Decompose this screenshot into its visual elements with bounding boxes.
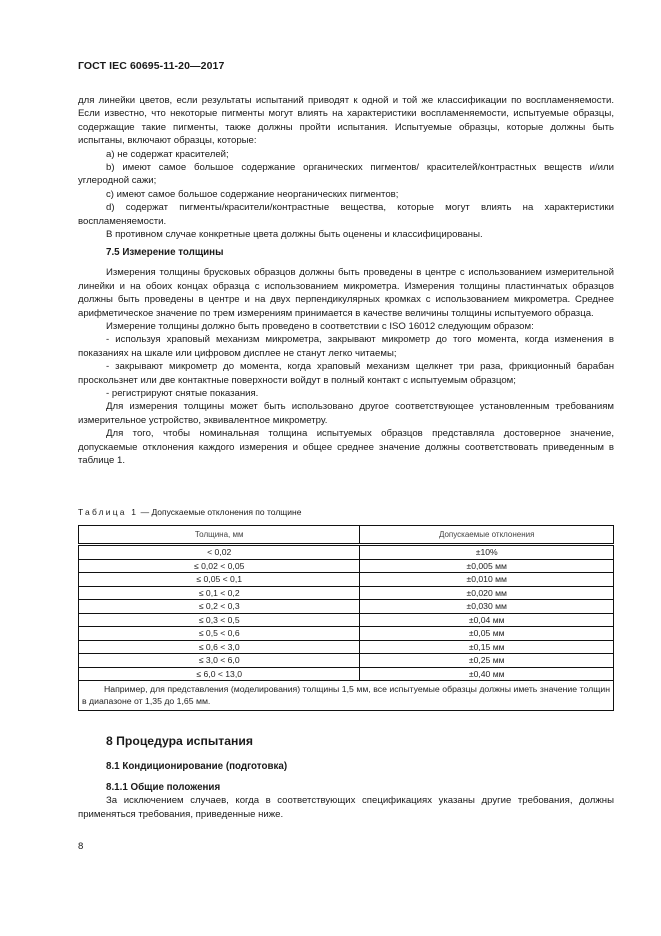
thickness-cell: ≤ 0,6 < 3,0 (79, 640, 360, 654)
tolerance-cell: ±0,005 мм (360, 559, 614, 573)
list-item-a: а) не содержат красителей; (106, 148, 229, 160)
tolerance-cell: ±0,05 мм (360, 627, 614, 641)
section-heading-8-1: 8.1 Кондиционирование (подготовка) (106, 761, 288, 773)
table-row (79, 600, 614, 614)
table-caption (78, 507, 301, 517)
table-row (79, 545, 614, 560)
paragraph: Для того, чтобы номинальная толщина испытуемых образцов представляла достоверное значение, допускаемые отклонения каждого измерения и общее среднее значение должны соответствовать приведенным в таблице 1. (78, 428, 614, 467)
tolerance-cell: ±0,40 мм (360, 667, 614, 681)
tolerance-cell: ±0,04 мм (360, 613, 614, 627)
table-note-row (79, 681, 614, 711)
thickness-cell: ≤ 0,5 < 0,6 (79, 627, 360, 641)
document-header-title: ГОСТ IEC 60695-11-20—2017 (78, 60, 225, 72)
tolerance-cell: ±0,010 мм (360, 573, 614, 587)
thickness-cell: ≤ 0,2 < 0,3 (79, 600, 360, 614)
table-row (79, 559, 614, 573)
section-7-5 (78, 246, 614, 468)
list-item-b: b) имеют самое большое содержание органических пигментов/ красителей/контрастных веществ и/или углеродной сажи; (78, 162, 614, 187)
section-heading-7-5: 7.5 Измерение толщины (106, 247, 224, 258)
paragraph: Измерение толщины должно быть проведено в соответствии с ISO 16012 следующим образом: (106, 321, 534, 333)
table-row (79, 627, 614, 641)
page-number: 8 (78, 841, 84, 852)
thickness-cell: ≤ 6,0 < 13,0 (79, 667, 360, 681)
column-header-thickness: Толщина, мм (79, 526, 360, 545)
intro-paragraph: для линейки цветов, если результаты испытаний приводят к одной и той же классификации по воспламеняемости. Если известно, что некоторые пигменты могут влиять на характеристики воспламеняемости, испытуемые образцы, содержащие такие пигменты, также должны пройти испытания. Испытуемые образцы, которые должны быть испытаны, включают образцы, которые: (78, 95, 614, 147)
table-row (79, 573, 614, 587)
paragraph: За исключением случаев, когда в соответствующих спецификациях указаны другие требования, должны применяться требования, приведенные ниже. (78, 795, 614, 820)
section-heading-8: 8 Процедура испытания (106, 734, 253, 748)
bullet-item: - используя храповый механизм микрометра, закрывают микрометр до того момента, когда изменения в показаниях на шкале или цифровом дисплее не станут легко читаемы; (78, 334, 614, 359)
column-header-tolerance: Допускаемые отклонения (360, 526, 614, 545)
list-item-c: с) имеют самое большое содержание неорганических пигментов; (106, 188, 399, 200)
intro-block (78, 94, 614, 241)
thickness-cell: ≤ 3,0 < 6,0 (79, 654, 360, 668)
section-8 (78, 735, 614, 821)
table-note (79, 681, 614, 711)
paragraph: Измерения толщины брусковых образцов должны быть проведены в центре с использованием измерительной линейки и на обоих концах образца с использованием микрометра. Измерения толщины пластинчатых образцов должны быть проведены в центре и на двух перпендикулярных кромках с использованием микрометра. Среднее арифметическое значение по трем измерениям принимается в качестве величины толщины испытуемого образца. (78, 267, 614, 319)
thickness-cell: ≤ 0,05 < 0,1 (79, 573, 360, 587)
thickness-cell: < 0,02 (79, 545, 360, 560)
thickness-cell: ≤ 0,3 < 0,5 (79, 613, 360, 627)
thickness-cell: ≤ 0,02 < 0,05 (79, 559, 360, 573)
table-row (79, 586, 614, 600)
table-header-row (79, 526, 614, 545)
bullet-item: - закрывают микрометр до момента, когда храповый механизм щелкнет три раза, фрикционный барабан проскользнет или две контактные поверхности войдут в полный контакт с испытуемым образцом; (78, 361, 614, 386)
bullet-item: - регистрируют снятые показания. (106, 388, 259, 400)
table-caption-label: Таблица 1 (78, 507, 139, 517)
table-row (79, 654, 614, 668)
tolerance-cell: ±0,030 мм (360, 600, 614, 614)
table-note-text: Например, для представления (моделирования) толщины 1,5 мм, все испытуемые образцы должны иметь значение толщин в диапазоне от 1,35 до 1,65 мм. (82, 684, 610, 706)
list-item-d: d) содержат пигменты/красители/контрастные вещества, которые могут влиять на характеристики воспламеняемости. (78, 202, 614, 227)
section-heading-8-1-1: 8.1.1 Общие положения (106, 781, 221, 793)
table-row (79, 613, 614, 627)
tolerance-cell: ±0,15 мм (360, 640, 614, 654)
tolerance-cell: ±10% (360, 545, 614, 560)
thickness-tolerance-table (78, 525, 614, 711)
table-row (79, 667, 614, 681)
paragraph: Для измерения толщины может быть использовано другое соответствующее установленным требованиям измерительное устройство, эквивалентное микрометру. (78, 401, 614, 426)
table-caption-text: — Допускаемые отклонения по толщине (138, 507, 302, 517)
tolerance-cell: ±0,25 мм (360, 654, 614, 668)
thickness-cell: ≤ 0,1 < 0,2 (79, 586, 360, 600)
tolerance-cell: ±0,020 мм (360, 586, 614, 600)
table-row (79, 640, 614, 654)
intro-closing: В противном случае конкретные цвета должны быть оценены и классифицированы. (106, 229, 483, 241)
